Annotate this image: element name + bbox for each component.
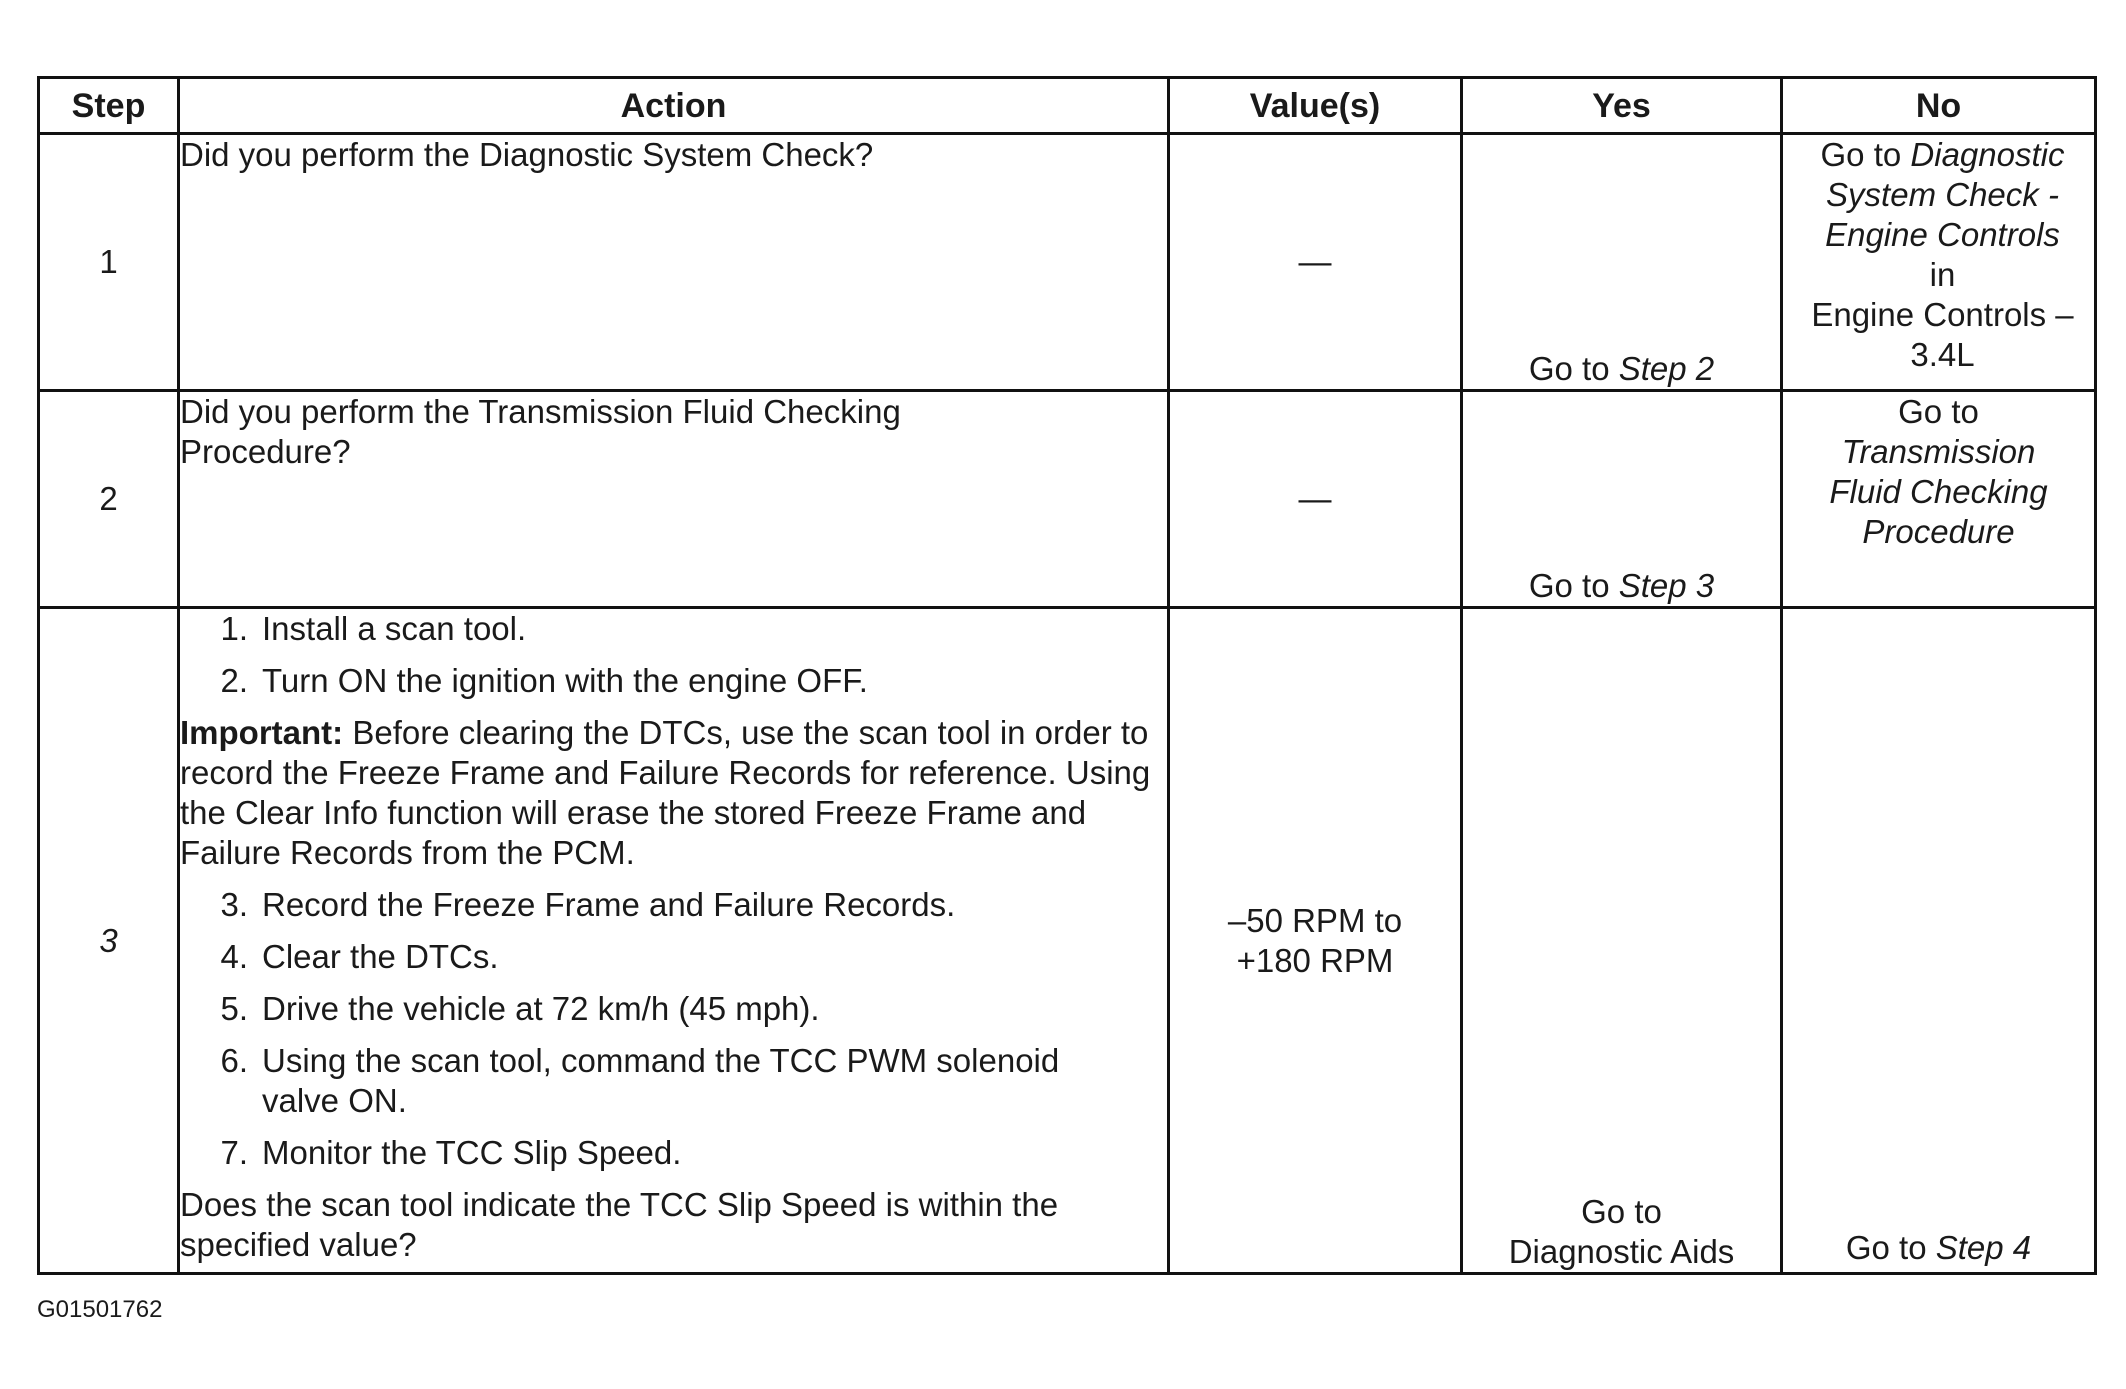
list-item-number: 7. [220,1134,248,1171]
yes-cell [1462,391,1782,608]
list-item-text: Install a scan tool. [262,610,527,647]
no-prefix: Go to [1820,136,1911,173]
list-item [180,661,1167,701]
value-line: –50 RPM to [1227,901,1403,939]
value-cell: — [1169,134,1462,391]
no-link[interactable]: Diagnostic System Check - Engine Controls [1825,136,2065,253]
header-action: Action [179,78,1169,134]
list-item-number: 1. [220,610,248,647]
yes-prefix: Go to [1581,1193,1662,1230]
action-cell: Did you perform the Diagnostic System Check? [179,134,1169,391]
header-values: Value(s) [1169,78,1462,134]
list-item [180,885,1167,925]
step-number: 2 [39,391,179,608]
yes-cell [1462,134,1782,391]
list-item-number: 5. [220,990,248,1027]
no-link[interactable]: Transmission Fluid Checking Procedure [1829,433,2048,550]
yes-prefix: Go to [1528,350,1619,387]
procedure-list [180,885,1167,1173]
list-item [180,1041,1167,1121]
no-cell [1782,134,2096,391]
no-cell [1782,608,2096,1274]
table-row [39,608,2096,1274]
no-link[interactable]: Step 4 [1935,1229,2032,1266]
value-cell [1169,608,1462,1274]
important-note [180,713,1167,873]
yes-prefix: Go to [1528,567,1619,604]
procedure-list [180,609,1167,701]
list-item-text: Record the Freeze Frame and Failure Records. [262,886,956,923]
yes-link[interactable]: Step 2 [1618,350,1715,387]
step-number: 3 [39,608,179,1274]
value-cell: — [1169,391,1462,608]
yes-link[interactable]: Diagnostic Aids [1508,1233,1735,1270]
list-item-text: Turn ON the ignition with the engine OFF. [262,662,868,699]
value-line: +180 RPM [1236,941,1394,979]
figure-id: G01501762 [37,1296,163,1323]
list-item-text: Monitor the TCC Slip Speed. [262,1134,682,1171]
question-text: Does the scan tool indicate the TCC Slip Speed is within the specified value? [180,1186,1059,1263]
no-in: in [1929,256,1956,293]
list-item [180,989,1167,1029]
header-yes: Yes [1462,78,1782,134]
header-no: No [1782,78,2096,134]
table-row [39,391,2096,608]
list-item [180,1133,1167,1173]
header-step: Step [39,78,179,134]
list-item-text: Using the scan tool, command the TCC PWM solenoid valve ON. [262,1042,1060,1119]
list-item-number: 4. [220,938,248,975]
diagnostic-table [37,76,2097,1275]
table-row [39,134,2096,391]
action-cell [179,608,1169,1274]
important-text: Before clearing the DTCs, use the scan tool in order to record the Freeze Frame and Failure Records for reference. Using the Clear Info function will erase the stored Freeze Frame and Failure Records from the PCM. [180,714,1151,871]
list-item-number: 2. [220,662,248,699]
yes-link[interactable]: Step 3 [1618,567,1715,604]
yes-cell [1462,608,1782,1274]
no-cell [1782,391,2096,608]
list-item [180,937,1167,977]
action-cell: Did you perform the Transmission Fluid Checking Procedure? [179,391,1169,608]
header-row [39,78,2096,134]
important-label: Important: [180,714,344,751]
list-item-text: Clear the DTCs. [262,938,499,975]
list-item-text: Drive the vehicle at 72 km/h (45 mph). [262,990,820,1027]
no-prefix: Go to [1845,1229,1936,1266]
no-prefix: Go to [1898,393,1979,430]
no-suffix: Engine Controls – 3.4L [1811,296,2074,373]
list-item-number: 6. [220,1042,248,1079]
list-item [180,609,1167,649]
step-number: 1 [39,134,179,391]
list-item-number: 3. [220,886,248,923]
